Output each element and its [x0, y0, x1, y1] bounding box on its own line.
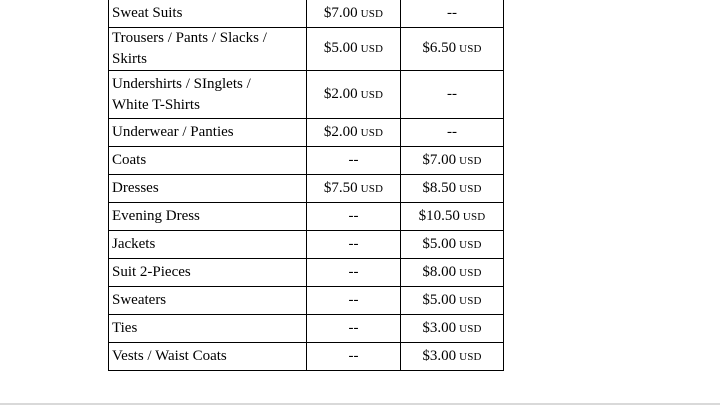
price-amount: $8.00	[422, 263, 457, 280]
price-cell-first	[307, 0, 401, 28]
item-name-cell	[109, 343, 307, 371]
currency-label: USD	[360, 43, 384, 55]
price-amount: $5.00	[422, 291, 457, 308]
price-amount: $7.00	[422, 151, 457, 168]
price-cell-first	[307, 119, 401, 147]
item-name-line: Dresses	[112, 180, 159, 196]
price-cell-first	[307, 343, 401, 371]
price-cell-second	[401, 28, 504, 71]
price-amount: $10.50	[418, 207, 460, 224]
price-cell-first	[307, 71, 401, 119]
price-amount: $2.00	[323, 123, 358, 140]
price-amount: $5.00	[323, 40, 358, 56]
price-amount: --	[348, 152, 359, 168]
table-row	[109, 71, 504, 119]
price-amount: --	[348, 348, 359, 364]
price-amount: --	[348, 208, 359, 224]
table-row	[109, 259, 504, 287]
table-row	[109, 147, 504, 175]
price-amount: $5.00	[422, 235, 457, 252]
table-row	[109, 231, 504, 259]
item-name-cell	[109, 203, 307, 231]
item-name-cell	[109, 231, 307, 259]
price-table-body	[109, 0, 504, 371]
table-row	[109, 28, 504, 71]
price-cell-second	[401, 71, 504, 119]
price-table	[108, 0, 504, 371]
price-amount: $3.00	[422, 347, 457, 364]
item-name-cell	[109, 287, 307, 315]
price-amount: --	[348, 292, 359, 308]
item-name-line: Undershirts / SInglets /	[112, 75, 251, 92]
price-amount: $7.00	[323, 4, 358, 21]
table-row	[109, 0, 504, 28]
item-name-cell	[109, 147, 307, 175]
item-name-cell	[109, 315, 307, 343]
price-cell-second	[401, 259, 504, 287]
price-amount: --	[447, 86, 457, 102]
currency-label: USD	[459, 266, 482, 279]
currency-label: USD	[459, 43, 482, 55]
item-name-cell	[109, 259, 307, 287]
item-name-line: Suit 2-Pieces	[112, 264, 191, 280]
item-name-cell	[109, 71, 307, 119]
item-name-line: Ties	[112, 320, 138, 336]
price-amount: $3.00	[422, 319, 457, 336]
price-amount: $8.50	[422, 179, 457, 196]
price-amount: --	[348, 320, 359, 336]
currency-label: USD	[459, 294, 482, 307]
currency-label: USD	[462, 210, 486, 223]
item-name-line: Trousers / Pants / Slacks / Skirts	[112, 30, 267, 67]
item-name-line: Vests / Waist Coats	[112, 348, 227, 364]
item-name-line: Sweaters	[112, 292, 167, 308]
price-cell-second	[401, 175, 504, 203]
price-cell-first	[307, 315, 401, 343]
price-cell-second	[401, 147, 504, 175]
price-cell-first	[307, 259, 401, 287]
item-name-line: Coats	[112, 152, 147, 168]
price-amount: $6.50	[422, 40, 457, 56]
currency-label: USD	[360, 88, 384, 101]
item-name-line: Underwear / Panties	[112, 124, 234, 140]
currency-label: USD	[459, 322, 482, 335]
price-amount: --	[348, 236, 359, 252]
item-name-cell	[109, 119, 307, 147]
currency-label: USD	[459, 238, 482, 251]
item-name-line: Jackets	[112, 236, 156, 252]
item-name-line: Evening Dress	[112, 208, 200, 224]
currency-label: USD	[459, 182, 482, 195]
currency-label: USD	[459, 154, 482, 167]
currency-label: USD	[360, 126, 384, 139]
item-name-cell	[109, 175, 307, 203]
table-row	[109, 175, 504, 203]
table-row	[109, 203, 504, 231]
price-cell-first	[307, 147, 401, 175]
price-cell-second	[401, 315, 504, 343]
price-cell-second	[401, 231, 504, 259]
table-row	[109, 287, 504, 315]
item-name-cell	[109, 28, 307, 71]
currency-label: USD	[360, 182, 384, 195]
price-cell-first	[307, 287, 401, 315]
currency-label: USD	[360, 7, 384, 20]
price-amount: --	[447, 5, 457, 21]
table-row	[109, 315, 504, 343]
item-name-line: White T-Shirts	[112, 96, 200, 113]
currency-label: USD	[459, 350, 482, 363]
price-cell-second	[401, 203, 504, 231]
item-name-cell	[109, 0, 307, 28]
price-cell-second	[401, 0, 504, 28]
price-amount: --	[447, 124, 457, 140]
price-cell-second	[401, 287, 504, 315]
table-row	[109, 119, 504, 147]
price-cell-first	[307, 28, 401, 71]
price-cell-first	[307, 203, 401, 231]
price-cell-first	[307, 175, 401, 203]
price-cell-second	[401, 119, 504, 147]
price-cell-second	[401, 343, 504, 371]
price-amount: --	[348, 264, 359, 280]
price-cell-first	[307, 231, 401, 259]
price-amount: $2.00	[323, 85, 358, 102]
price-amount: $7.50	[323, 179, 358, 196]
table-row	[109, 343, 504, 371]
item-name-line: Sweat Suits	[112, 5, 183, 21]
